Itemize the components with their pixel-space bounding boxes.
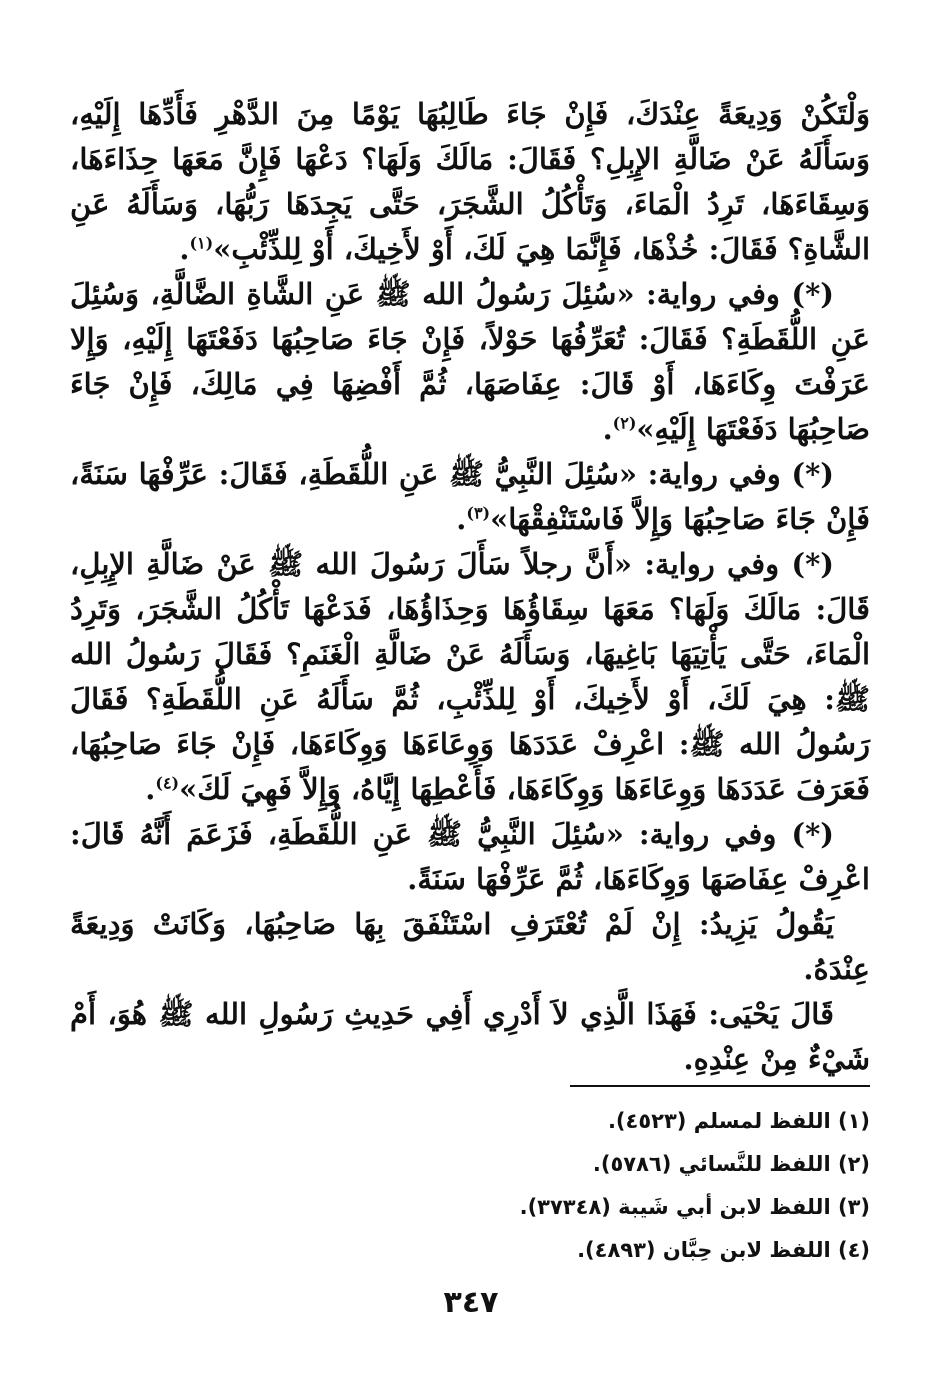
footnote-ref-1: (١) [189,233,214,253]
paragraph-4-end: . [145,772,156,806]
paragraph-1 [70,92,870,272]
paragraph-3-text: (*) وفي رواية: «سُئِلَ النَّبِيُّ ﷺ عَنِ اللُّقَطَةِ، فَقَالَ: عَرِّفْهَا سَنَةً، فَإِنْ جَاءَ صَاحِبُهَا وَإِلاَّ فَاسْتَنْفِقْهَا» [70,457,870,536]
page-number: ٣٤٧ [443,1285,499,1320]
paragraph-4-text: (*) وفي رواية: «أَنَّ رجلاً سَأَلَ رَسُولَ الله ﷺ عَنْ ضَالَّةِ الإِبِلِ، قَالَ: مَالَكَ وَلَهَا؟ مَعَهَا سِقَاؤُهَا وَحِذَاؤُهَا، فَدَعْهَا تَأْكُلُ الشَّجَرَ، وَتَرِدُ الْمَاءَ، حَتَّى يَأْتِيَهَا بَاغِيهَا، وَسَأَلَهُ عَنْ ضَالَّةِ الْغَنَمِ؟ فَقَالَ رَسُولُ الله ﷺ: هِيَ لَكَ، أَوْ لأَخِيكَ، أَوْ لِلذِّئْبِ، ثُمَّ سَأَلَهُ عَنِ اللُّقَطَةِ؟ فَقَالَ رَسُولُ الله ﷺ: اعْرِفْ عَدَدَهَا وَوِعَاءَهَا وَوِكَاءَهَا، فَإِنْ جَاءَ صَاحِبُهَا، فَعَرَفَ عَدَدَهَا وَوِعَاءَهَا وَوِكَاءَهَا، فَأَعْطِهَا إِيَّاهُ، وَإِلاَّ فَهِيَ لَكَ» [70,547,870,806]
paragraph-3-end: . [456,502,467,536]
footnote-ref-3: (٣) [466,503,491,523]
paragraph-5-text: (*) وفي رواية: «سُئِلَ النَّبِيُّ ﷺ عَنِ اللُّقَطَةِ، فَزَعَمَ أَنَّهُ قَالَ: اعْرِفْ عِفَاصَهَا وَوِكَاءَهَا، ثُمَّ عَرِّفْهَا سَنَةً. [70,817,870,896]
footnote-ref-2: (٢) [612,413,637,433]
footnote-1: (١) اللفظ لمسلم (٤٥٢٣). [607,1109,870,1133]
paragraph-2-end: . [602,412,613,446]
footnotes [70,1100,870,1272]
paragraph-2 [70,272,870,452]
footnote-ref-4: (٤) [155,773,180,793]
paragraph-6 [70,902,870,992]
paragraph-7 [70,992,870,1082]
paragraph-2-text: (*) وفي رواية: «سُئِلَ رَسُولُ الله ﷺ عَنِ الشَّاةِ الضَّالَّةِ، وَسُئِلَ عَنِ اللُّقَطَةِ؟ فَقَالَ: تُعَرِّفُهَا حَوْلاً، فَإِنْ جَاءَ صَاحِبُهَا دَفَعْتَهَا إِلَيْهِ، وَإِلا عَرَفْتَ وِكَاءَهَا، أَوْ قَالَ: عِفَاصَهَا، ثُمَّ أَفْضِهَا فِي مَالِكَ، فَإِنْ جَاءَ صَاحِبُهَا دَفَعْتَهَا إِلَيْهِ» [70,277,870,446]
footnote-4: (٤) اللفظ لابن حِبَّان (٤٨٩٣). [577,1238,870,1262]
paragraph-4 [70,542,870,812]
footnote-divider [570,1085,870,1087]
main-text [70,92,870,1082]
paragraph-1-end: . [179,232,190,266]
paragraph-6-text: يَقُولُ يَزِيدُ: إِنْ لَمْ تُعْتَرَفِ اسْتَنْفَقَ بِهَا صَاحِبُهَا، وَكَانَتْ وَدِيعَةً عِنْدَهُ. [70,907,870,986]
paragraph-1-text: وَلْتَكُنْ وَدِيعَةً عِنْدَكَ، فَإِنْ جَاءَ طَالِبُهَا يَوْمًا مِنَ الدَّهْرِ فَأَدِّهَا إِلَيْهِ، وَسَأَلَهُ عَنْ ضَالَّةِ الإِبِلِ؟ فَقَالَ: مَالَكَ وَلَهَا؟ دَعْهَا فَإِنَّ مَعَهَا حِذَاءَهَا، وَسِقَاءَهَا، تَرِدُ الْمَاءَ، وَتَأْكُلُ الشَّجَرَ، حَتَّى يَجِدَهَا رَبُّهَا، وَسَأَلَهُ عَنِ الشَّاةِ؟ فَقَالَ: خُذْهَا، فَإِنَّمَا هِيَ لَكَ، أَوْ لأَخِيكَ، أَوْ لِلذِّئْبِ» [70,97,870,266]
paragraph-3 [70,452,870,542]
footnote-2: (٢) اللفظ للنَّسائي (٥٧٨٦). [592,1152,870,1176]
paragraph-7-text: قَالَ يَحْيَى: فَهَذَا الَّذِي لاَ أَدْرِي أَفِي حَدِيثِ رَسُولِ الله ﷺ هُوَ، أَمْ شَيْءٌ مِنْ عِنْدِهِ. [70,997,870,1076]
footnote-3: (٣) اللفظ لابن أبي شَيبة (٣٧٣٤٨). [519,1195,870,1219]
paragraph-5 [70,812,870,902]
